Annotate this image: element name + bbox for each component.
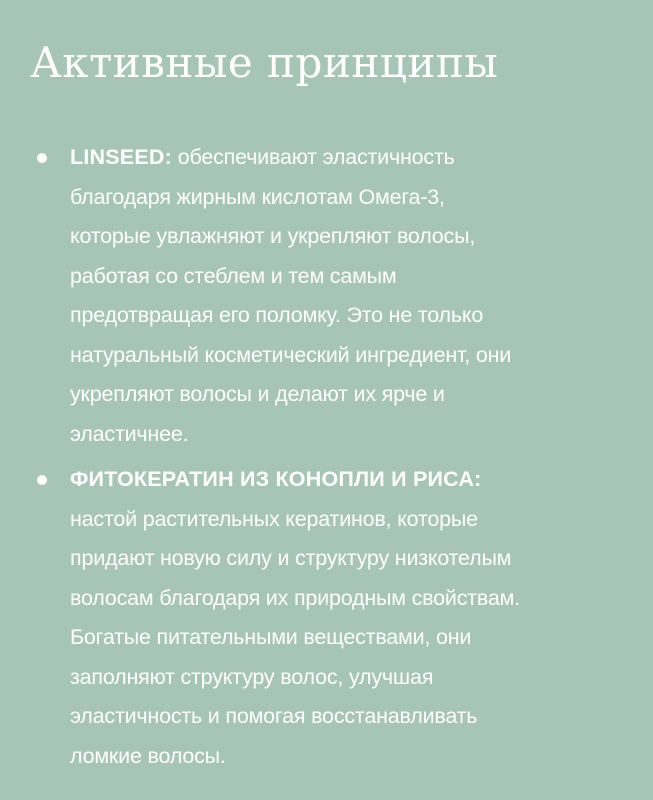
ingredient-line: благодаря жирным кислотам Омега-3, bbox=[70, 184, 445, 209]
ingredient-item-linseed bbox=[0, 138, 653, 454]
ingredient-item-phytokeratin bbox=[0, 460, 653, 776]
ingredient-line: укрепляют волосы и делают их ярче и bbox=[70, 382, 445, 406]
ingredient-line bbox=[70, 460, 633, 500]
ingredient-term: ФИТОКЕРАТИН ИЗ КОНОПЛИ И РИСА: bbox=[70, 467, 482, 491]
ingredient-line: работая со стеблем и тем самым bbox=[70, 263, 397, 288]
ingredient-term: LINSEED: bbox=[70, 145, 172, 169]
page-title: Активные принципы bbox=[30, 38, 499, 87]
ingredient-line bbox=[70, 138, 633, 178]
bullet-icon bbox=[37, 475, 47, 485]
ingredient-line: заполняют структуру волос, улучшая bbox=[70, 664, 434, 689]
ingredient-line: предотвращая его поломку. Это не только bbox=[70, 303, 484, 327]
ingredient-line: эластичнее. bbox=[70, 421, 189, 446]
bullet-icon bbox=[37, 153, 47, 163]
ingredient-line: настой растительных кератинов, которые bbox=[70, 506, 478, 531]
ingredient-line: волосам благодаря их природным свойствам. bbox=[70, 585, 521, 610]
ingredient-line: натуральный косметический ингредиент, они bbox=[70, 342, 512, 367]
ingredient-list bbox=[0, 138, 653, 776]
ingredient-line: эластичность и помогая восстанавливать bbox=[70, 704, 478, 728]
ingredient-text: обеспечивают эластичность bbox=[171, 145, 455, 169]
ingredient-line: Богатые питательными веществами, они bbox=[70, 625, 472, 649]
ingredient-line: которые увлажняют и укрепляют волосы, bbox=[70, 224, 476, 248]
ingredient-line: придают новую силу и структуру низкотелым bbox=[70, 546, 512, 570]
ingredient-line: ломкие волосы. bbox=[70, 743, 226, 768]
